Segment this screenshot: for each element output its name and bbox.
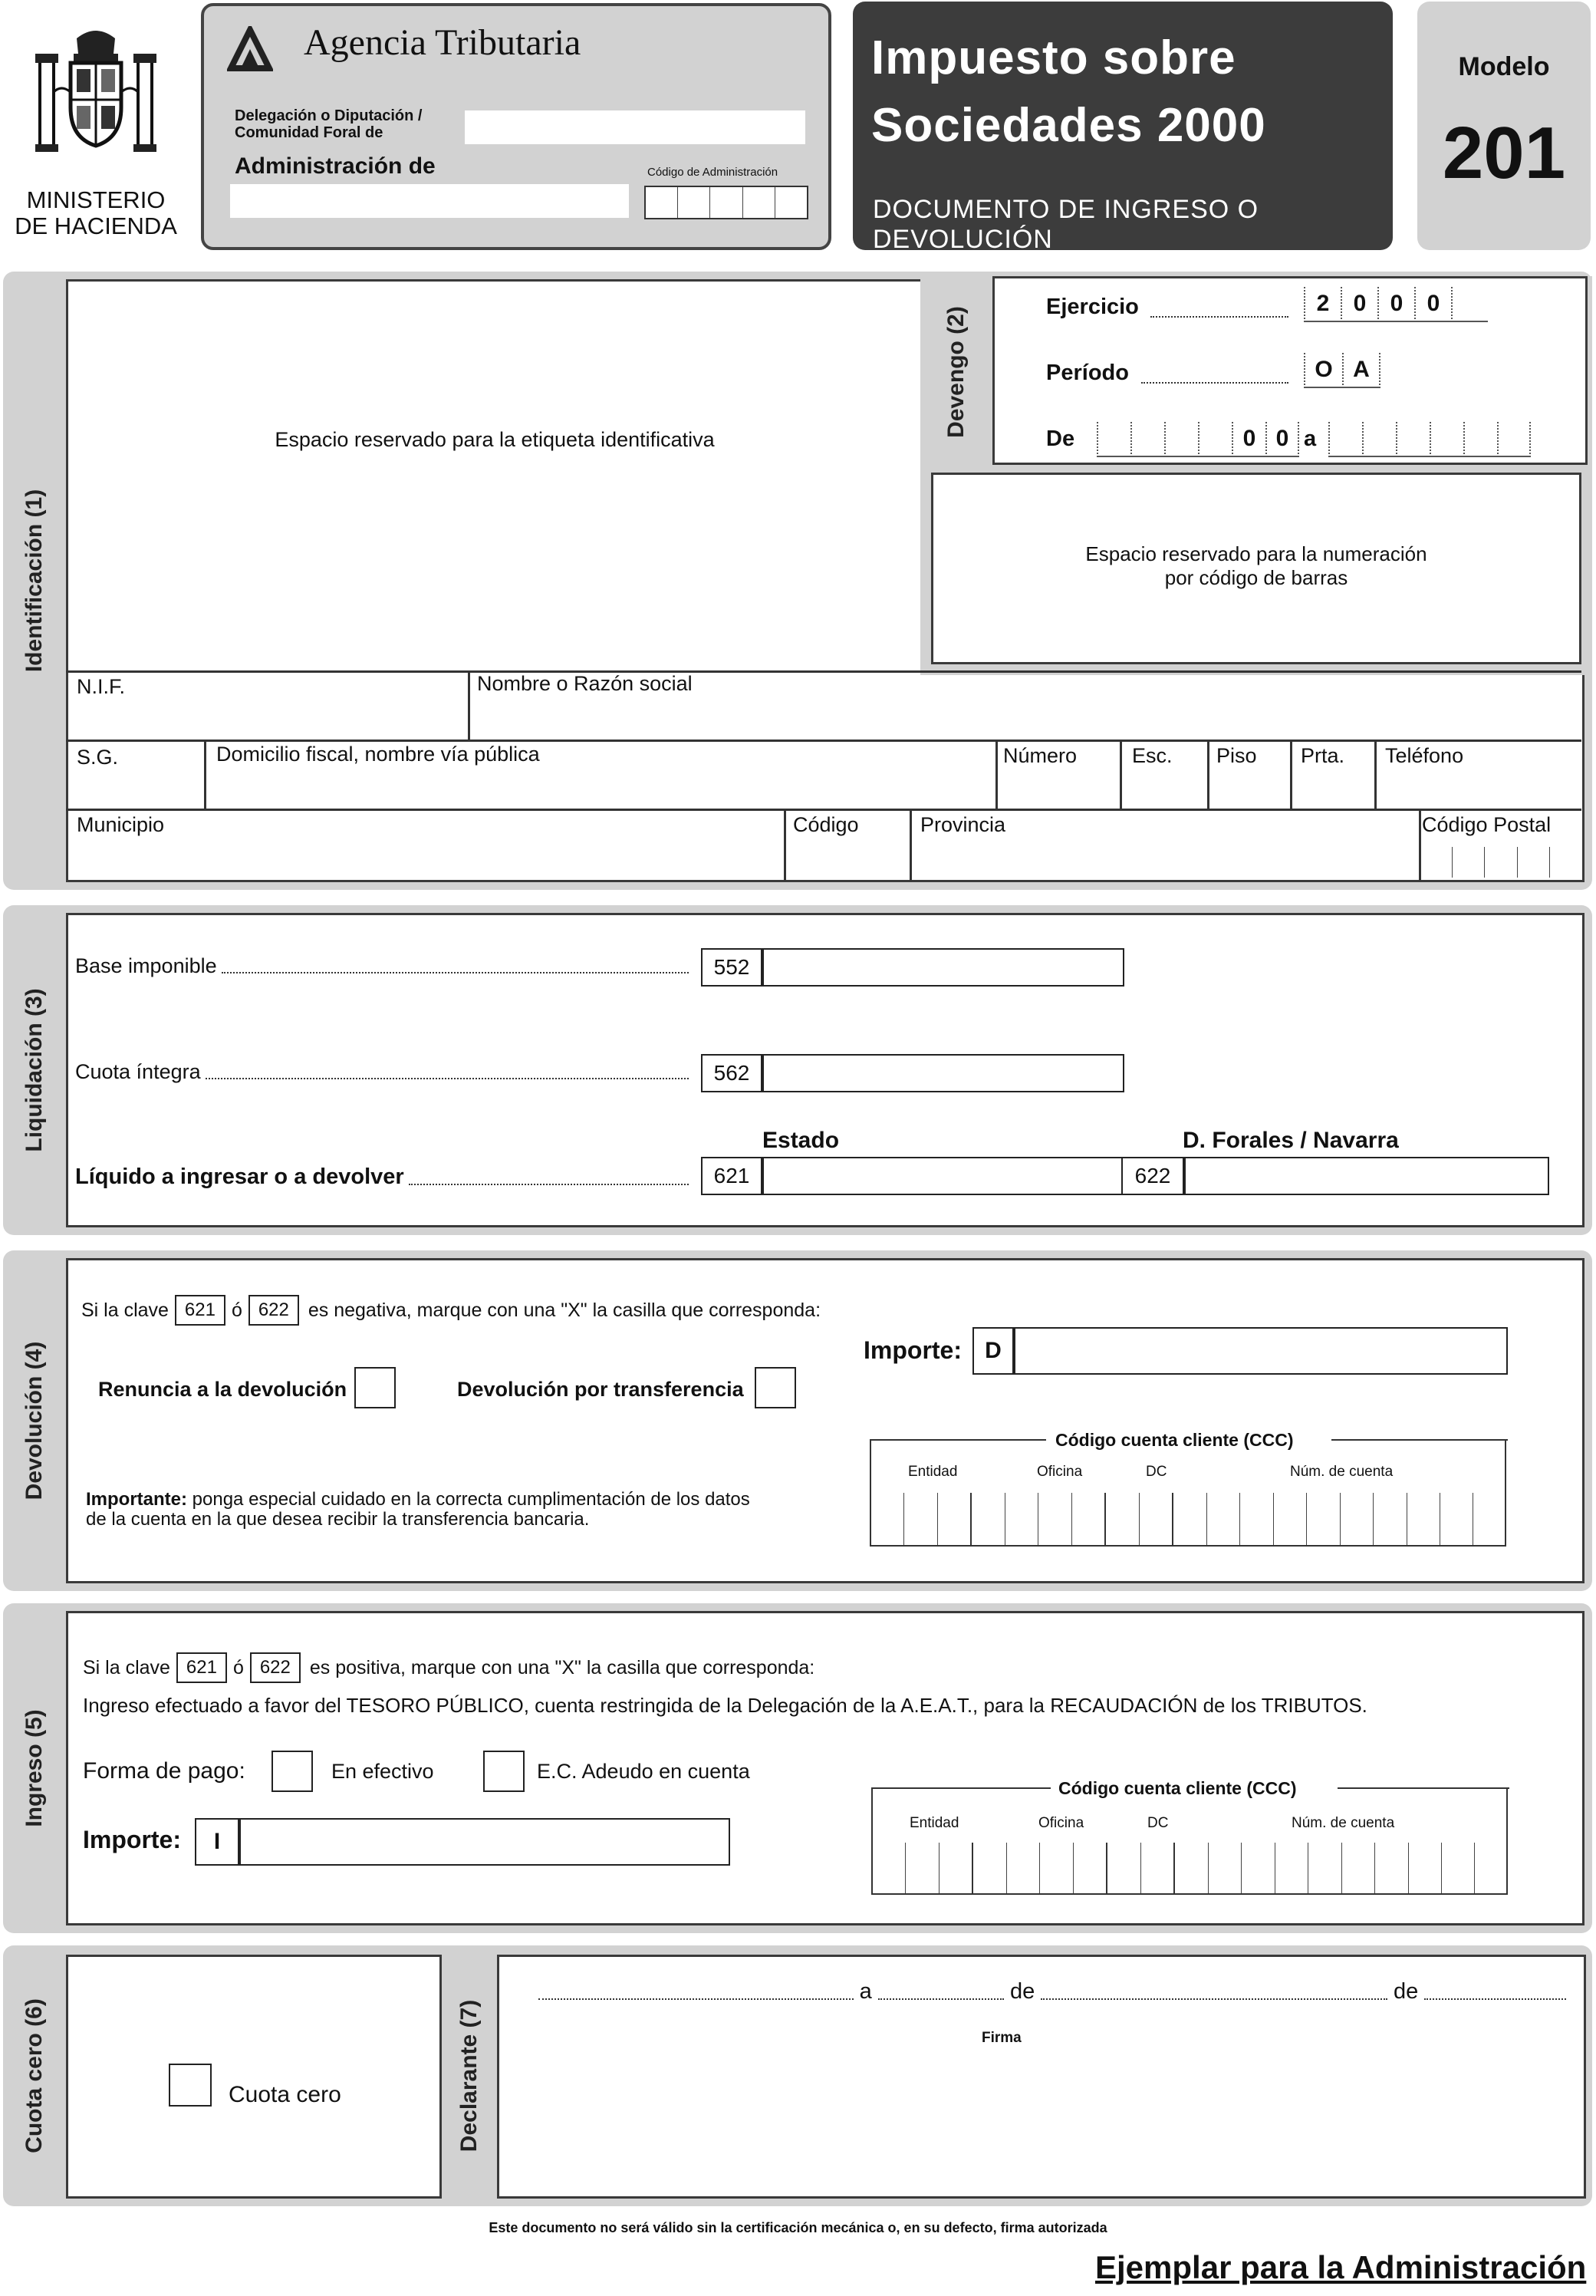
- numero-label: Número: [1003, 744, 1078, 767]
- ingreso-code-621: 621: [176, 1652, 227, 1683]
- ingreso-importe-prefix: I: [195, 1818, 239, 1866]
- periodo-field[interactable]: [1304, 353, 1396, 388]
- efectivo-label: En efectivo: [331, 1760, 434, 1783]
- base-imponible-code: 552: [701, 948, 762, 987]
- ingreso-ccc-title: Código cuenta cliente (CCC): [1058, 1778, 1297, 1798]
- cuota-integra-label: Cuota íntegra: [75, 1060, 693, 1084]
- cuota-cero-checkbox[interactable]: [169, 2064, 212, 2107]
- nif-field[interactable]: [66, 672, 468, 740]
- devolucion-ccc-field[interactable]: [870, 1439, 1506, 1547]
- ccc-digit-boxes: [871, 1493, 1506, 1545]
- ccc-dc-label: DC: [1147, 1815, 1169, 1831]
- provincia-label: Provincia: [920, 813, 1006, 836]
- codigo-label: Código: [793, 813, 859, 836]
- a-digit-empty: [1430, 422, 1463, 457]
- ejercicio-digit: 0: [1414, 287, 1451, 322]
- ingreso-code-622: 622: [250, 1652, 301, 1683]
- periodo-label: Período: [1046, 361, 1129, 385]
- ccc-entidad-label: Entidad: [910, 1815, 959, 1831]
- cuota-cero-section-tab: [3, 1945, 66, 2206]
- base-imponible-input[interactable]: [762, 948, 1124, 987]
- devolucion-importe-label: Importe:: [864, 1336, 962, 1364]
- liquidacion-section-tab: [3, 905, 66, 1235]
- col-divider: [1207, 741, 1209, 810]
- coat-of-arms-logo: [23, 23, 169, 184]
- a-date-field[interactable]: [1328, 422, 1529, 457]
- ccc-dc-label: DC: [1146, 1464, 1167, 1480]
- cuota-integra-input[interactable]: [762, 1054, 1124, 1092]
- row-divider: [66, 809, 1581, 811]
- ingreso-ccc-field[interactable]: [871, 1787, 1508, 1895]
- col-divider: [1290, 741, 1292, 810]
- signature-date-line: a de de: [538, 1979, 1566, 2004]
- label-space: Espacio reservado para la etiqueta identificativa: [275, 428, 715, 451]
- col-divider: [1374, 741, 1377, 810]
- a-digit-empty: [1396, 422, 1430, 457]
- renuncia-label: Renuncia a la devolución: [98, 1378, 347, 1401]
- devolucion-importe-input[interactable]: [1014, 1327, 1508, 1375]
- de-label: De: [1046, 427, 1075, 451]
- title-box: [853, 2, 1393, 254]
- sg-label: S.G.: [77, 746, 119, 769]
- estado-header: Estado: [762, 1128, 840, 1153]
- place-field[interactable]: [538, 1998, 854, 2000]
- col-divider: [468, 672, 470, 741]
- col-divider: [910, 810, 912, 881]
- ccc-cuenta-label: Núm. de cuenta: [1290, 1464, 1394, 1480]
- identificacion-section-label: Identificación (1): [21, 489, 47, 673]
- ingreso-importe-label: Importe:: [83, 1826, 181, 1853]
- liquido-estado-input[interactable]: [762, 1157, 1123, 1195]
- de-digit-empty: [1097, 422, 1130, 457]
- de-digit-empty: [1164, 422, 1198, 457]
- form-subtitle: DOCUMENTO DE INGRESO O DEVOLUCIÓN: [873, 195, 1259, 254]
- devolucion-section-label: Devolución (4): [21, 1341, 47, 1500]
- cuota-cero-area: [66, 1955, 442, 2199]
- firma-label: Firma: [982, 2030, 1022, 2046]
- importante-note: Importante: ponga especial cuidado en la correcta cumplimentación de los datos de la cuenta en la que desea recibir la transferencia bancaria.: [86, 1489, 750, 1530]
- periodo-digit: O: [1304, 353, 1342, 388]
- adeudo-label: E.C. Adeudo en cuenta: [537, 1760, 750, 1783]
- ingreso-importe-input[interactable]: [239, 1818, 730, 1866]
- col-divider: [995, 741, 998, 810]
- telefono-label: Teléfono: [1385, 744, 1464, 767]
- liquido-label: Líquido a ingresar o a devolver: [75, 1164, 693, 1190]
- ejercicio-digit: 0: [1341, 287, 1377, 322]
- forma-pago-label: Forma de pago:: [83, 1758, 245, 1784]
- a-digit-empty: [1328, 422, 1362, 457]
- forales-header: D. Forales / Navarra: [1183, 1128, 1399, 1153]
- ejercicio-digit: 2: [1304, 287, 1341, 322]
- agency-name: Agencia Tributaria: [304, 22, 581, 63]
- devolucion-intro: Si la clave 621 ó 622 es negativa, marque con una "X" la casilla que corresponda:: [81, 1295, 821, 1326]
- ejemplar-label: Ejemplar para la Administración: [1095, 2249, 1587, 2285]
- devolucion-section-tab: [3, 1250, 66, 1591]
- de-date-field[interactable]: [1097, 422, 1298, 457]
- a-digit-empty: [1362, 422, 1396, 457]
- cuota-integra-code: 562: [701, 1054, 762, 1092]
- liquidacion-section-label: Liquidación (3): [21, 988, 47, 1152]
- ingreso-intro: Si la clave 621 ó 622 es positiva, marque con una "X" la casilla que corresponda:: [83, 1652, 814, 1683]
- a-label: a: [1304, 427, 1317, 451]
- agency-logo-icon: [227, 26, 273, 72]
- tesoro-text: Ingreso efectuado a favor del TESORO PÚBLICO, cuenta restringida de la Delegación de la A.E.A.T., para la RECAUDACIÓN de los TRIBUTOS.: [83, 1694, 1367, 1717]
- ejercicio-digit-empty: [1451, 287, 1488, 322]
- devengo-section-label: Devengo (2): [943, 306, 969, 438]
- delegacion-field[interactable]: [465, 110, 805, 144]
- devolucion-code-621: 621: [175, 1295, 225, 1326]
- month-field[interactable]: [1041, 1998, 1387, 2000]
- de-digit-empty: [1198, 422, 1232, 457]
- col-divider: [784, 810, 786, 881]
- form-title: Impuesto sobre Sociedades 2000: [871, 31, 1266, 152]
- a-digit-empty: [1463, 422, 1497, 457]
- agency-box: [201, 3, 831, 250]
- modelo-number: 201: [1442, 112, 1566, 194]
- prta-label: Prta.: [1301, 744, 1345, 767]
- ingreso-section-tab: [3, 1603, 66, 1933]
- nombre-field[interactable]: [471, 672, 1581, 740]
- ejercicio-leader: [1150, 316, 1288, 318]
- domicilio-field[interactable]: [206, 767, 995, 807]
- administracion-label: Administración de: [235, 153, 436, 179]
- ejercicio-field[interactable]: [1304, 287, 1523, 322]
- ccc-cuenta-label: Núm. de cuenta: [1292, 1815, 1395, 1831]
- ccc-entidad-label: Entidad: [908, 1464, 958, 1480]
- ccc-oficina-label: Oficina: [1037, 1464, 1083, 1480]
- declarante-section-label: Declarante (7): [456, 1999, 482, 2153]
- devengo-section-tab: [920, 276, 992, 468]
- periodo-digit: A: [1342, 353, 1380, 388]
- devolucion-importe-prefix: D: [972, 1327, 1014, 1375]
- codigo-postal-field[interactable]: [1420, 847, 1581, 878]
- ccc-digit-boxes: [873, 1843, 1508, 1893]
- validity-notice: Este documento no será válido sin la certificación mecánica o, en su defecto, firma autorizada: [489, 2220, 1107, 2235]
- col-divider: [1120, 741, 1122, 810]
- delegacion-label: Delegación o Diputación / Comunidad Foral de: [235, 107, 423, 141]
- ccc-oficina-label: Oficina: [1038, 1815, 1084, 1831]
- row-divider: [66, 740, 1581, 742]
- day-field[interactable]: [878, 1998, 1004, 2000]
- renuncia-checkbox[interactable]: [354, 1367, 396, 1408]
- liquido-code-forales: 622: [1121, 1157, 1184, 1195]
- identificacion-section-tab: [3, 272, 66, 890]
- administracion-field[interactable]: [230, 184, 629, 218]
- cuota-cero-section-label: Cuota cero (6): [21, 1998, 47, 2153]
- de-digit: 0: [1232, 422, 1265, 457]
- esc-label: Esc.: [1132, 744, 1173, 767]
- base-imponible-label: Base imponible: [75, 954, 693, 978]
- codigo-postal-label: Código Postal: [1422, 813, 1552, 836]
- periodo-leader: [1141, 382, 1288, 384]
- modelo-box: [1417, 2, 1591, 250]
- transferencia-checkbox[interactable]: [755, 1367, 796, 1408]
- ministry-name: MINISTERIO DE HACIENDA: [15, 186, 177, 239]
- declarante-section-tab: [442, 1945, 497, 2206]
- modelo-label: Modelo: [1458, 52, 1550, 81]
- codigo-admin-field[interactable]: [644, 186, 808, 219]
- codigo-admin-label: Código de Administración: [647, 166, 778, 179]
- ingreso-section-label: Ingreso (5): [21, 1709, 47, 1827]
- ejercicio-label: Ejercicio: [1046, 295, 1139, 319]
- signature-area[interactable]: [506, 2056, 1572, 2194]
- devolucion-ccc-title: Código cuenta cliente (CCC): [1055, 1430, 1294, 1450]
- a-digit-empty: [1497, 422, 1531, 457]
- year-field[interactable]: [1424, 1998, 1566, 2000]
- nif-label: N.I.F.: [77, 675, 126, 698]
- liquido-forales-input[interactable]: [1184, 1157, 1549, 1195]
- de-digit: 0: [1265, 422, 1299, 457]
- ejercicio-digit: 0: [1377, 287, 1414, 322]
- efectivo-checkbox[interactable]: [271, 1751, 313, 1792]
- barcode-space: Espacio reservado para la numeración por código de barras: [931, 473, 1581, 664]
- nombre-label: Nombre o Razón social: [477, 672, 693, 695]
- liquido-code-estado: 621: [701, 1157, 762, 1195]
- cuota-cero-label: Cuota cero: [229, 2082, 341, 2107]
- de-digit-empty: [1130, 422, 1164, 457]
- municipio-label: Municipio: [77, 813, 165, 836]
- domicilio-label: Domicilio fiscal, nombre vía pública: [216, 743, 540, 766]
- devolucion-code-622: 622: [248, 1295, 299, 1326]
- transferencia-label: Devolución por transferencia: [457, 1378, 744, 1401]
- adeudo-checkbox[interactable]: [483, 1751, 525, 1792]
- piso-label: Piso: [1216, 744, 1257, 767]
